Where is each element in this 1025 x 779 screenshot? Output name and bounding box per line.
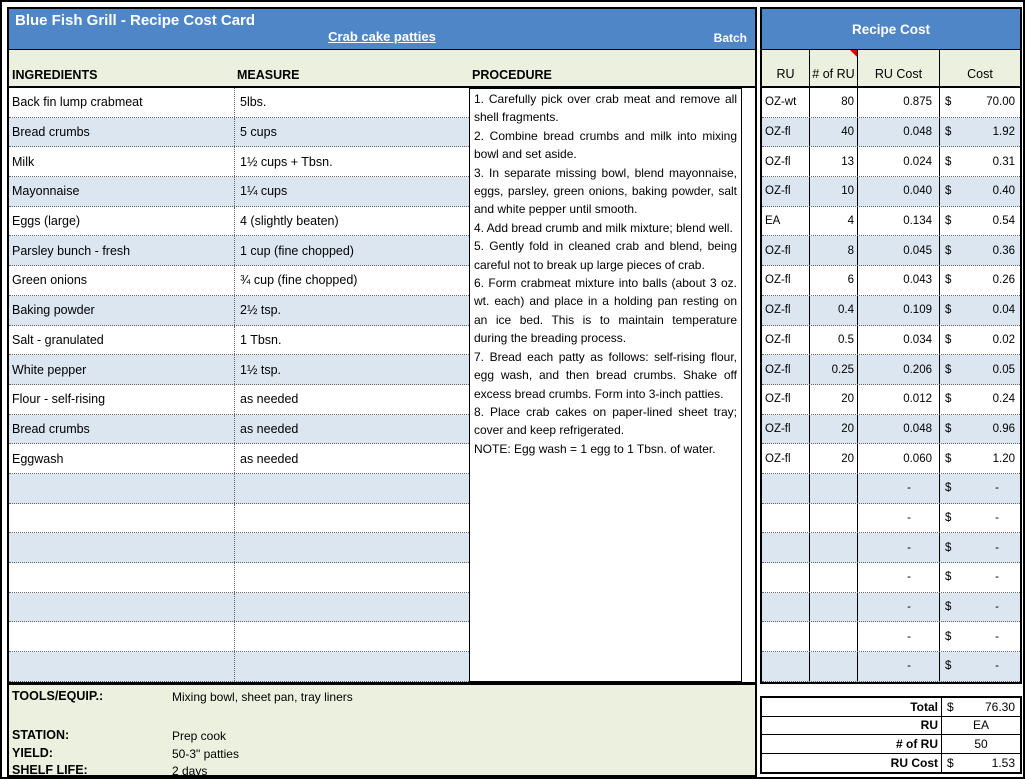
ru-cost-cell[interactable]: 0.875 xyxy=(858,88,940,117)
currency-symbol: $ xyxy=(947,699,954,714)
currency-symbol: $ xyxy=(945,571,952,584)
currency-symbol: $ xyxy=(945,215,952,228)
cost-row xyxy=(762,652,1020,682)
summary-value-cell[interactable] xyxy=(942,698,1020,716)
ingredient-row xyxy=(9,296,469,326)
ru-cost-cell[interactable]: - xyxy=(858,474,940,503)
ru-cost-cell[interactable]: - xyxy=(858,652,940,681)
cost-row xyxy=(762,266,1020,296)
ru-cell[interactable] xyxy=(762,622,810,651)
ingredient-measure-cell[interactable]: 1 Tbsn. xyxy=(240,332,282,347)
cost-summary-table xyxy=(760,696,1022,774)
procedure-step: 8. Place crab cakes on paper-lined sheet tray; cover and keep refrigerated. xyxy=(474,404,737,438)
cost-cell[interactable] xyxy=(940,177,1020,206)
num-ru-cell[interactable] xyxy=(810,474,858,503)
num-ru-cell[interactable]: 0.5 xyxy=(810,326,858,355)
ru-cost-cell[interactable]: - xyxy=(858,504,940,533)
ingredient-measure-cell[interactable] xyxy=(235,563,469,592)
num-ru-cell[interactable]: 20 xyxy=(810,385,858,414)
recipe-cost-panel xyxy=(760,7,1022,684)
ingredient-measure-cell[interactable] xyxy=(235,652,469,681)
summary-row xyxy=(762,754,1020,773)
currency-symbol: $ xyxy=(945,126,952,139)
cost-value: 0.24 xyxy=(992,393,1015,406)
num-ru-cell[interactable]: 0.4 xyxy=(810,296,858,325)
currency-symbol: $ xyxy=(947,755,954,770)
ru-cell[interactable] xyxy=(762,504,810,533)
ingredient-measure-cell[interactable]: 5 cups xyxy=(240,125,277,140)
ru-cell[interactable]: EA xyxy=(762,207,810,236)
procedure-step: 4. Add bread crumb and milk mixture; blend well. xyxy=(474,220,733,235)
ru-cost-cell[interactable]: 0.043 xyxy=(858,266,940,295)
recipe-card-panel xyxy=(7,7,757,777)
ingredient-measure-cell[interactable] xyxy=(235,504,469,533)
currency-symbol: $ xyxy=(945,630,952,643)
ingredient-name-cell[interactable]: Eggs (large) xyxy=(9,207,235,236)
cost-cell[interactable] xyxy=(940,207,1020,236)
currency-symbol: $ xyxy=(945,452,952,465)
ingredient-measure-cell[interactable] xyxy=(235,474,469,503)
ingredient-measure-cell[interactable] xyxy=(235,593,469,622)
cost-row xyxy=(762,563,1020,593)
cost-row xyxy=(762,593,1020,623)
ingredient-name-cell[interactable]: Bread crumbs xyxy=(9,118,235,147)
num-ru-cell[interactable]: 20 xyxy=(810,444,858,473)
cost-cell[interactable] xyxy=(940,88,1020,117)
cost-row xyxy=(762,533,1020,563)
cost-cell[interactable] xyxy=(940,563,1020,592)
ru-cell[interactable]: OZ-wt xyxy=(762,88,810,117)
ingredient-measure-cell[interactable]: as needed xyxy=(240,451,299,466)
ru-cost-cell[interactable]: 0.048 xyxy=(858,415,940,444)
num-ru-cell[interactable] xyxy=(810,622,858,651)
summary-label: RU xyxy=(762,717,942,735)
currency-symbol: $ xyxy=(945,393,952,406)
cost-cell[interactable] xyxy=(940,147,1020,176)
cost-row xyxy=(762,118,1020,148)
cost-value: 0.05 xyxy=(992,363,1015,376)
ru-cost-cell[interactable]: 0.109 xyxy=(858,296,940,325)
cost-cell[interactable] xyxy=(940,652,1020,681)
summary-value: 1.53 xyxy=(991,755,1015,770)
procedure-text-box[interactable] xyxy=(469,88,742,682)
cost-value: 0.40 xyxy=(992,185,1015,198)
ingredient-rows xyxy=(9,88,469,682)
ingredient-measure-cell[interactable]: 1 cup (fine chopped) xyxy=(240,243,354,258)
ingredient-measure-cell[interactable]: 1½ cups + Tbsn. xyxy=(240,154,333,169)
ru-cost-cell[interactable]: 0.048 xyxy=(858,118,940,147)
cost-row xyxy=(762,207,1020,237)
num-ru-cell[interactable] xyxy=(810,533,858,562)
measure-column-header: MEASURE xyxy=(237,68,300,82)
ru-cost-cell[interactable]: 0.060 xyxy=(858,444,940,473)
ru-cell[interactable] xyxy=(762,593,810,622)
cost-value: 1.92 xyxy=(992,126,1015,139)
cost-cell[interactable] xyxy=(940,118,1020,147)
ingredient-name-cell[interactable]: Mayonnaise xyxy=(9,177,235,206)
currency-symbol: $ xyxy=(945,541,952,554)
ingredient-row xyxy=(9,504,469,534)
num-ru-cell[interactable] xyxy=(810,563,858,592)
ingredient-name-cell[interactable] xyxy=(9,504,235,533)
ingredient-name-cell[interactable] xyxy=(9,652,235,681)
ingredient-row xyxy=(9,266,469,296)
summary-value-cell[interactable]: EA xyxy=(972,718,989,733)
ru-cell[interactable] xyxy=(762,563,810,592)
cost-value: 70.00 xyxy=(986,96,1015,109)
num-ru-cell[interactable] xyxy=(810,593,858,622)
ingredient-measure-cell[interactable]: as needed xyxy=(240,421,299,436)
ru-cell[interactable]: OZ-fl xyxy=(762,326,810,355)
cost-cell[interactable] xyxy=(940,415,1020,444)
num-ru-header-label: # of RU xyxy=(812,67,855,81)
cost-cell[interactable] xyxy=(940,326,1020,355)
ingredient-measure-cell[interactable]: ¾ cup (fine chopped) xyxy=(240,273,358,288)
ingredient-row xyxy=(9,563,469,593)
ingredient-name-cell[interactable]: Baking powder xyxy=(9,296,235,325)
ru-cell[interactable]: OZ-fl xyxy=(762,444,810,473)
ingredient-measure-cell[interactable] xyxy=(235,533,469,562)
ingredient-row xyxy=(9,533,469,563)
cost-value: 0.02 xyxy=(992,333,1015,346)
batch-label: Batch xyxy=(713,31,747,45)
ru-cell[interactable]: OZ-fl xyxy=(762,118,810,147)
num-ru-cell[interactable] xyxy=(810,652,858,681)
currency-symbol: $ xyxy=(945,511,952,524)
ru-cell[interactable]: OZ-fl xyxy=(762,415,810,444)
ingredient-name-cell[interactable] xyxy=(9,563,235,592)
ingredient-row xyxy=(9,326,469,356)
procedure-step: 2. Combine bread crumbs and milk into mixing bowl and set aside. xyxy=(474,128,737,162)
currency-symbol: $ xyxy=(945,304,952,317)
cost-table-header xyxy=(762,50,1020,88)
card-title-bar xyxy=(9,9,755,50)
cost-value: 0.31 xyxy=(992,155,1015,168)
cost-row xyxy=(762,147,1020,177)
page-title: Blue Fish Grill - Recipe Cost Card xyxy=(15,12,256,29)
ingredient-table-header xyxy=(9,50,755,88)
ingredient-name-cell[interactable]: Milk xyxy=(9,147,235,176)
cost-row xyxy=(762,415,1020,445)
ru-cell[interactable] xyxy=(762,474,810,503)
ingredient-measure-cell[interactable]: 5lbs. xyxy=(240,95,267,110)
ingredient-row xyxy=(9,88,469,118)
ingredients-column-header: INGREDIENTS xyxy=(12,68,98,82)
cost-row xyxy=(762,504,1020,534)
cost-value: - xyxy=(995,571,999,584)
num-ru-cell[interactable]: 8 xyxy=(810,236,858,265)
procedure-step: 5. Gently fold in cleaned crab and blend, being careful not to break up large pieces of crab. xyxy=(474,239,737,272)
cost-row xyxy=(762,355,1020,385)
station-value[interactable]: Prep cook xyxy=(172,729,227,743)
ru-cost-cell[interactable]: - xyxy=(858,593,940,622)
ingredient-row xyxy=(9,415,469,445)
cost-row xyxy=(762,326,1020,356)
currency-symbol: $ xyxy=(945,601,952,614)
cost-row xyxy=(762,177,1020,207)
summary-row xyxy=(762,698,1020,717)
recipe-cost-title: Recipe Cost xyxy=(762,9,1020,50)
ingredient-measure-cell[interactable]: 4 (slightly beaten) xyxy=(240,214,339,229)
cost-cell[interactable] xyxy=(940,533,1020,562)
cost-rows xyxy=(762,88,1020,682)
ingredient-name-cell[interactable] xyxy=(9,474,235,503)
cost-cell[interactable] xyxy=(940,236,1020,265)
cost-row xyxy=(762,88,1020,118)
cost-value: 0.54 xyxy=(992,215,1015,228)
ru-cell[interactable]: OZ-fl xyxy=(762,385,810,414)
ingredient-row xyxy=(9,444,469,474)
currency-symbol: $ xyxy=(945,422,952,435)
num-ru-cell[interactable]: 80 xyxy=(810,88,858,117)
procedure-step: 7. Bread each patty as follows: self-rising flour, egg wash, and then bread crumbs. Shake off excess bread crumbs. Form into 3-inch patties. xyxy=(474,349,737,401)
ru-cost-cell[interactable]: 0.045 xyxy=(858,236,940,265)
num-ru-cell[interactable]: 40 xyxy=(810,118,858,147)
cost-value: - xyxy=(995,630,999,643)
ingredient-row xyxy=(9,118,469,148)
shelf-life-value[interactable]: 2 days xyxy=(172,764,208,778)
ingredient-name-cell[interactable] xyxy=(9,622,235,651)
ingredient-name-cell[interactable]: Green onions xyxy=(9,266,235,295)
cost-value: - xyxy=(995,511,999,524)
summary-row xyxy=(762,717,1020,736)
ingredient-row xyxy=(9,652,469,682)
tools-label: TOOLS/EQUIP.: xyxy=(12,689,104,703)
summary-label: RU Cost xyxy=(762,754,942,773)
ru-cost-cell[interactable]: 0.134 xyxy=(858,207,940,236)
ingredient-row xyxy=(9,593,469,623)
procedure-step: 6. Form crabmeat mixture into balls (about 3 oz. wt. each) and place in a holding pan resting on an ice bed. This is to maintain temperature during the breading process. xyxy=(474,276,737,346)
cost-value: - xyxy=(995,541,999,554)
ingredient-row xyxy=(9,474,469,504)
ingredient-name-cell[interactable] xyxy=(9,593,235,622)
cost-row xyxy=(762,385,1020,415)
summary-label: Total xyxy=(762,698,942,716)
cost-cell[interactable] xyxy=(940,266,1020,295)
ingredient-row xyxy=(9,177,469,207)
cost-row xyxy=(762,444,1020,474)
ingredient-row xyxy=(9,207,469,237)
cost-cell[interactable] xyxy=(940,296,1020,325)
cost-cell[interactable] xyxy=(940,385,1020,414)
currency-symbol: $ xyxy=(945,155,952,168)
cost-value: - xyxy=(995,601,999,614)
currency-symbol: $ xyxy=(945,660,952,673)
cost-cell[interactable] xyxy=(940,504,1020,533)
ru-cost-cell[interactable]: - xyxy=(858,563,940,592)
ru-cost-cell[interactable]: 0.012 xyxy=(858,385,940,414)
ingredient-measure-cell[interactable]: as needed xyxy=(240,392,299,407)
ingredient-name-cell[interactable]: Eggwash xyxy=(9,444,235,473)
summary-value-cell[interactable] xyxy=(942,754,1020,773)
currency-symbol: $ xyxy=(945,96,952,109)
num-ru-cell[interactable]: 20 xyxy=(810,415,858,444)
cost-cell[interactable] xyxy=(940,593,1020,622)
procedure-step: 3. In separate missing bowl, blend mayonnaise, eggs, parsley, green onions, baking powder, salt and white pepper until smooth. xyxy=(474,165,737,217)
ingredient-name-cell[interactable]: Back fin lump crabmeat xyxy=(9,88,235,117)
num-ru-cell[interactable]: 10 xyxy=(810,177,858,206)
num-ru-cell[interactable]: 13 xyxy=(810,147,858,176)
ru-cell[interactable]: OZ-fl xyxy=(762,147,810,176)
cost-column-header: Cost xyxy=(967,67,993,81)
recipe-name: Crab cake patties xyxy=(328,29,436,44)
ru-cost-cell[interactable]: 0.034 xyxy=(858,326,940,355)
procedure-step: 1. Carefully pick over crab meat and remove all shell fragments. xyxy=(474,92,737,125)
procedure-column-header: PROCEDURE xyxy=(472,68,552,82)
station-label: STATION: xyxy=(12,728,70,742)
ru-cell[interactable]: OZ-fl xyxy=(762,355,810,384)
cost-value: 0.26 xyxy=(992,274,1015,287)
summary-row xyxy=(762,735,1020,754)
summary-value: 76.30 xyxy=(984,699,1015,714)
num-ru-cell[interactable] xyxy=(810,504,858,533)
ingredient-measure-cell[interactable]: 1½ tsp. xyxy=(240,362,281,377)
ru-cell[interactable] xyxy=(762,652,810,681)
yield-value[interactable]: 50-3" patties xyxy=(172,747,239,761)
ingredient-measure-cell[interactable]: 2½ tsp. xyxy=(240,303,281,318)
ru-cost-cell[interactable]: 0.206 xyxy=(858,355,940,384)
comment-indicator-icon[interactable] xyxy=(850,50,857,57)
procedure-step: NOTE: Egg wash = 1 egg to 1 Tbsn. of water. xyxy=(474,441,716,456)
cost-cell[interactable] xyxy=(940,444,1020,473)
ru-cell[interactable]: OZ-fl xyxy=(762,236,810,265)
ingredient-measure-cell[interactable]: 1¼ cups xyxy=(240,184,288,199)
ingredient-row xyxy=(9,236,469,266)
ingredient-row xyxy=(9,622,469,652)
summary-label: # of RU xyxy=(762,735,942,753)
ru-cell[interactable] xyxy=(762,533,810,562)
cost-value: 1.20 xyxy=(992,452,1015,465)
currency-symbol: $ xyxy=(945,333,952,346)
ru-cost-cell[interactable]: 0.040 xyxy=(858,177,940,206)
cost-cell[interactable] xyxy=(940,622,1020,651)
cost-row xyxy=(762,474,1020,504)
cost-value: - xyxy=(995,482,999,495)
ingredient-row xyxy=(9,147,469,177)
cost-cell[interactable] xyxy=(940,474,1020,503)
ingredient-name-cell[interactable]: Flour - self-rising xyxy=(9,385,235,414)
ru-cell[interactable]: OZ-fl xyxy=(762,296,810,325)
ingredient-name-cell[interactable] xyxy=(9,533,235,562)
ru-cost-column-header: RU Cost xyxy=(858,50,940,86)
yield-label: YIELD: xyxy=(12,746,53,760)
shelf-life-label: SHELF LIFE: xyxy=(12,763,88,777)
ru-column-header: RU xyxy=(762,50,810,86)
currency-symbol: $ xyxy=(945,363,952,376)
cost-value: 0.04 xyxy=(992,304,1015,317)
cost-row xyxy=(762,236,1020,266)
ingredient-measure-cell[interactable] xyxy=(235,622,469,651)
cost-row xyxy=(762,622,1020,652)
ru-cost-cell[interactable]: - xyxy=(858,622,940,651)
num-ru-cell[interactable]: 0.25 xyxy=(810,355,858,384)
cost-value: - xyxy=(995,660,999,673)
currency-symbol: $ xyxy=(945,244,952,257)
cost-value: 0.96 xyxy=(992,422,1015,435)
cost-value: 0.36 xyxy=(992,244,1015,257)
ru-cell[interactable]: OZ-fl xyxy=(762,266,810,295)
ingredient-row xyxy=(9,385,469,415)
recipe-subtitle-row xyxy=(9,28,755,46)
ru-cost-cell[interactable]: - xyxy=(858,533,940,562)
ingredient-name-cell[interactable]: Salt - granulated xyxy=(9,326,235,355)
num-ru-cell[interactable]: 4 xyxy=(810,207,858,236)
num-ru-cell[interactable]: 6 xyxy=(810,266,858,295)
ingredient-row xyxy=(9,355,469,385)
ingredient-name-cell[interactable]: White pepper xyxy=(9,355,235,384)
cost-cell[interactable] xyxy=(940,355,1020,384)
summary-value-cell[interactable]: 50 xyxy=(974,736,988,751)
tools-value[interactable]: Mixing bowl, sheet pan, tray liners xyxy=(172,690,353,704)
ingredient-name-cell[interactable]: Parsley bunch - fresh xyxy=(9,236,235,265)
currency-symbol: $ xyxy=(945,185,952,198)
num-ru-column-header xyxy=(810,50,858,86)
ru-cost-cell[interactable]: 0.024 xyxy=(858,147,940,176)
currency-symbol: $ xyxy=(945,482,952,495)
currency-symbol: $ xyxy=(945,274,952,287)
ru-cell[interactable]: OZ-fl xyxy=(762,177,810,206)
cost-row xyxy=(762,296,1020,326)
ingredient-name-cell[interactable]: Bread crumbs xyxy=(9,415,235,444)
card-footer xyxy=(9,682,755,778)
